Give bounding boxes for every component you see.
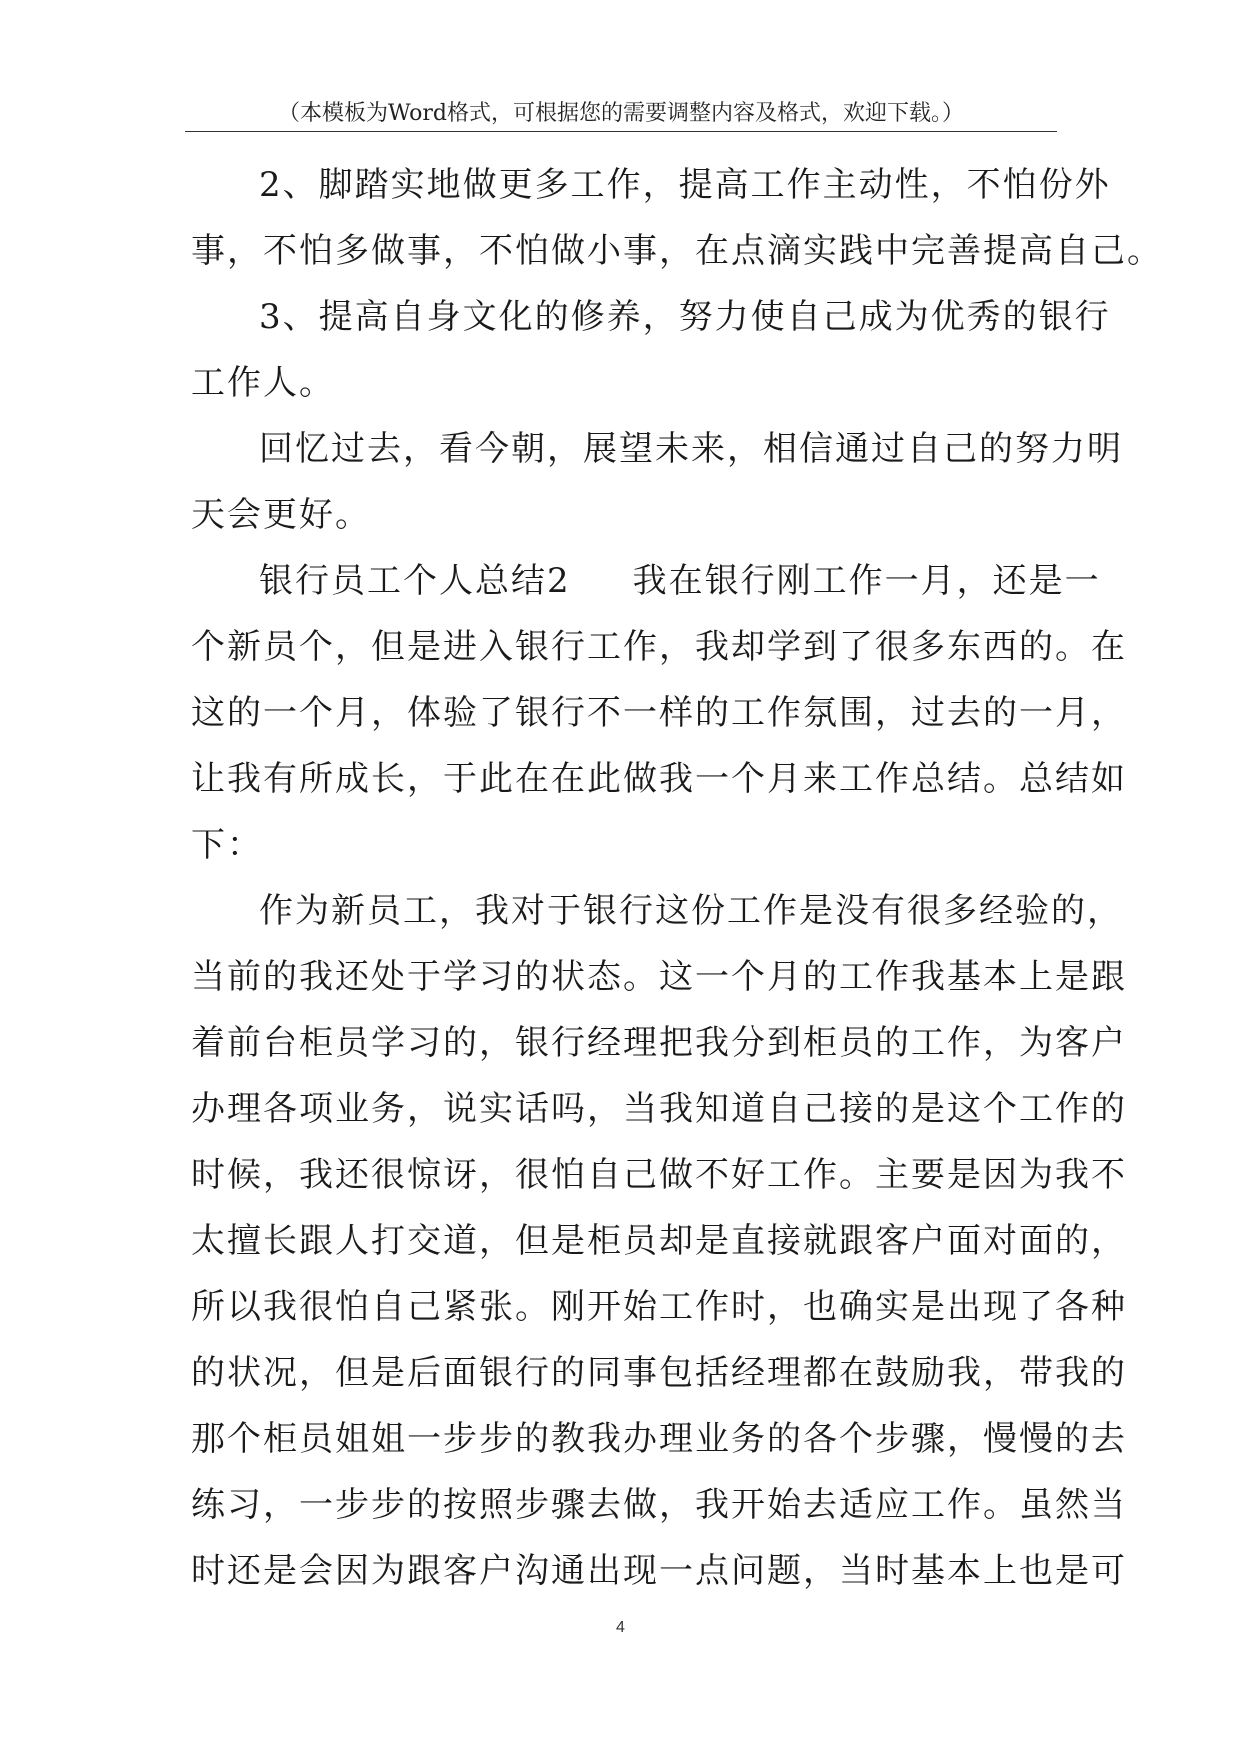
text-line: 事，不怕多做事，不怕做小事，在点滴实践中完善提高自己。 xyxy=(191,231,1163,271)
text-line: 这的一个月，体验了银行不一样的工作氛围，过去的一月， xyxy=(191,693,1127,733)
text-line: 个新员个，但是进入银行工作，我却学到了很多东西的。在 xyxy=(191,627,1127,667)
text-line: 时还是会因为跟客户沟通出现一点问题，当时基本上也是可 xyxy=(191,1551,1127,1591)
section-title: 银行员工个人总结2 xyxy=(259,561,571,601)
text-line xyxy=(191,548,1101,614)
text-line: 让我有所成长，于此在在此做我一个月来工作总结。总结如 xyxy=(191,759,1127,799)
text-line: 当前的我还处于学习的状态。这一个月的工作我基本上是跟 xyxy=(191,957,1127,997)
text-line: 3、提高自身文化的修养，努力使自己成为优秀的银行 xyxy=(259,297,1111,337)
text-line: 回忆过去，看今朝，展望未来，相信通过自己的努力明 xyxy=(259,429,1123,469)
document-body xyxy=(191,152,1163,1604)
text-line: 天会更好。 xyxy=(191,495,371,535)
text-line: 作为新员工，我对于银行这份工作是没有很多经验的， xyxy=(259,891,1123,931)
text-line: 下： xyxy=(191,825,263,865)
text-line: 太擅长跟人打交道，但是柜员却是直接就跟客户面对面的， xyxy=(191,1221,1127,1261)
text-line: 练习，一步步的按照步骤去做，我开始去适应工作。虽然当 xyxy=(191,1485,1127,1525)
header-divider xyxy=(185,131,1057,132)
text-line: 所以我很怕自己紧张。刚开始工作时，也确实是出现了各种 xyxy=(191,1287,1127,1327)
text-line: 那个柜员姐姐一步步的教我办理业务的各个步骤，慢慢的去 xyxy=(191,1419,1127,1459)
section-intro-text: 我在银行刚工作一月，还是一 xyxy=(632,561,1101,601)
text-line: 2、脚踏实地做更多工作，提高工作主动性，不怕份外 xyxy=(259,165,1111,205)
text-line: 工作人。 xyxy=(191,363,335,403)
page-number: 4 xyxy=(616,1619,625,1636)
text-line: 着前台柜员学习的，银行经理把我分到柜员的工作，为客户 xyxy=(191,1023,1127,1063)
text-line: 办理各项业务，说实话吗，当我知道自己接的是这个工作的 xyxy=(191,1089,1127,1129)
text-line: 的状况，但是后面银行的同事包括经理都在鼓励我，带我的 xyxy=(191,1353,1127,1393)
text-line: 时候，我还很惊讶，很怕自己做不好工作。主要是因为我不 xyxy=(191,1155,1127,1195)
template-note-header: （本模板为Word格式，可根据您的需要调整内容及格式，欢迎下载。） xyxy=(278,101,964,126)
